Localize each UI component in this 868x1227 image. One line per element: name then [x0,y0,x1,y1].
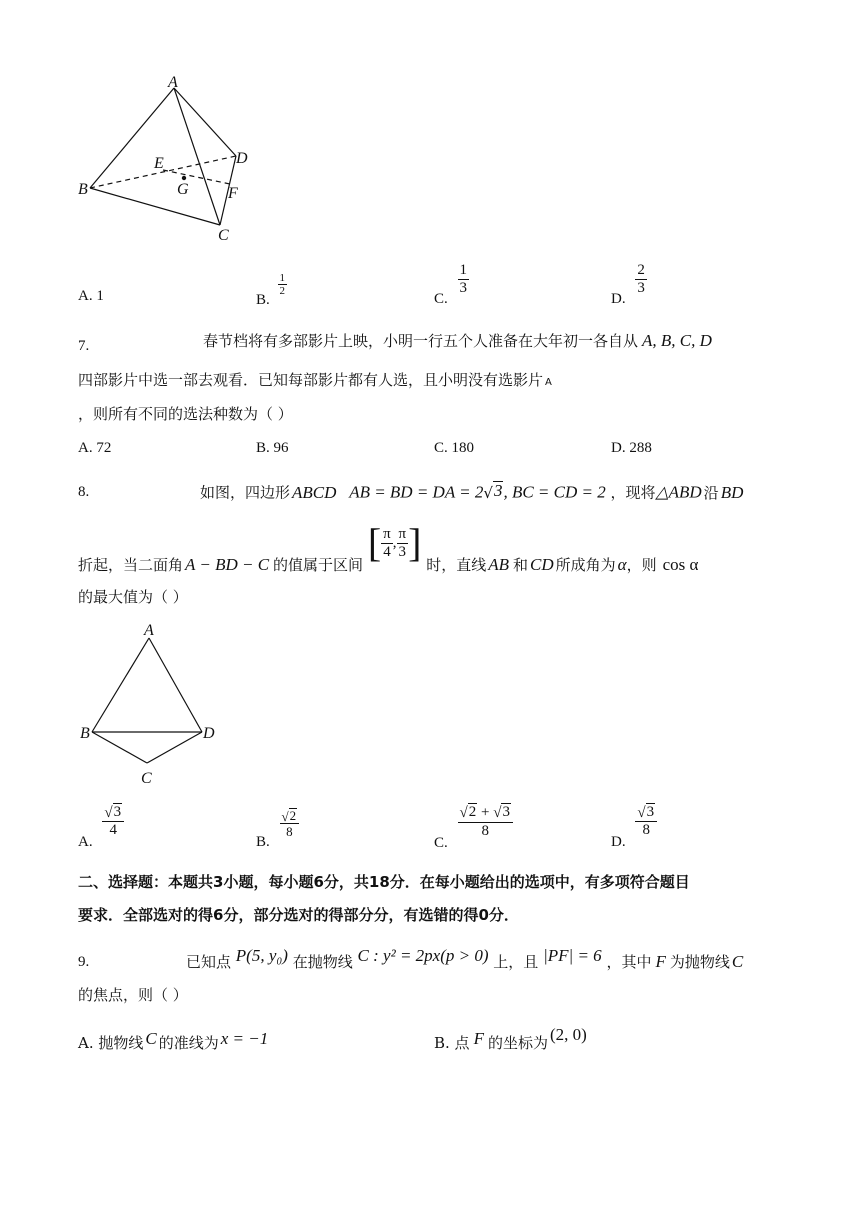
q8-option-c: C. √ 2 + √ 3 8 [434,803,513,840]
q8-option-a: A. √ 3 4 [78,803,124,839]
fig1-label-e: E [154,155,164,172]
quadrilateral-figure [72,618,232,788]
section-2-heading-line2: 要求．全部选对的得6分，部分选对的得部分分，有选错的得0分． [78,906,519,924]
q8-line2: 折起，当二面角 A − BD − C 的值属于区间 [ $\frac{\pi}{4}$ , $\frac{\pi}{3}$ ] 时，直线 AB 和 CD 所成角为 α，则 cos α [78,520,699,574]
q7-option-d: D. 288 [611,440,652,456]
fig1-label-g: G [177,181,189,198]
q9-option-a: A. 抛物线 C 的准线为 x = −1 [78,1029,269,1052]
q6-option-d: D. $\frac{2}{3}$ [611,262,645,307]
q7-option-c: C. 180 [434,440,475,456]
q9-number: 9. [78,954,90,970]
q8-number: 8. [78,484,90,500]
fig2-label-c: C [141,770,152,787]
tetrahedron-figure [70,70,270,250]
q7-option-b: B. 96 [256,440,289,456]
q7-line3: ，则所有不同的选法种数为（ ） [78,405,293,423]
fig1-label-b: B [78,181,88,198]
q7-option-a: A. 72 [78,440,112,456]
fig2-label-a: A [144,622,154,639]
q7-number: 7. [78,338,90,354]
fig1-label-d: D [236,150,248,167]
q8-option-d: D. √ 3 8 [611,803,657,839]
fig2-label-b: B [80,725,90,742]
q9-line2: 的焦点，则（ ） [78,986,188,1004]
q7-line2: 四部影片中选一部去观看．已知每部影片都有人选，且小明没有选影片 A [78,371,552,389]
q6-option-b: B. $\frac{1}{2}$ [256,272,286,308]
q9-option-b: B. 点 F 的坐标为 (2, 0) [434,1025,587,1052]
q6-option-c: C. $\frac{1}{3}$ [434,262,468,307]
fig2-label-d: D [203,725,215,742]
q8-option-b: B. √ 2 8 [256,808,299,840]
fig1-label-a: A [168,74,178,91]
q8-line1: 如图，四边形 ABCD AB = BD = DA = 2 √ 3 , BC = CD = 2 ，现将△ABD 沿 BD [200,481,744,502]
section-2-heading-line1: 二、选择题：本题共3小题，每小题6分，共18分．在每小题给出的选项中，有多项符合题目 [78,873,690,891]
q7-line1: 春节档将有多部影片上映，小明一行五个人准备在大年初一各自从 A, B, C, D [203,331,712,350]
fig1-label-c: C [218,227,229,244]
q9-line1: 已知点 P(5, y₀) 在抛物线 C : y² = 2px(p > 0) 上，且 |PF| = 6 ，其中 F 为抛物线 C [186,946,744,971]
q8-line3: 的最大值为（ ） [78,588,188,606]
fig1-label-f: F [228,185,238,202]
q6-option-a: A. 1 [78,288,104,304]
